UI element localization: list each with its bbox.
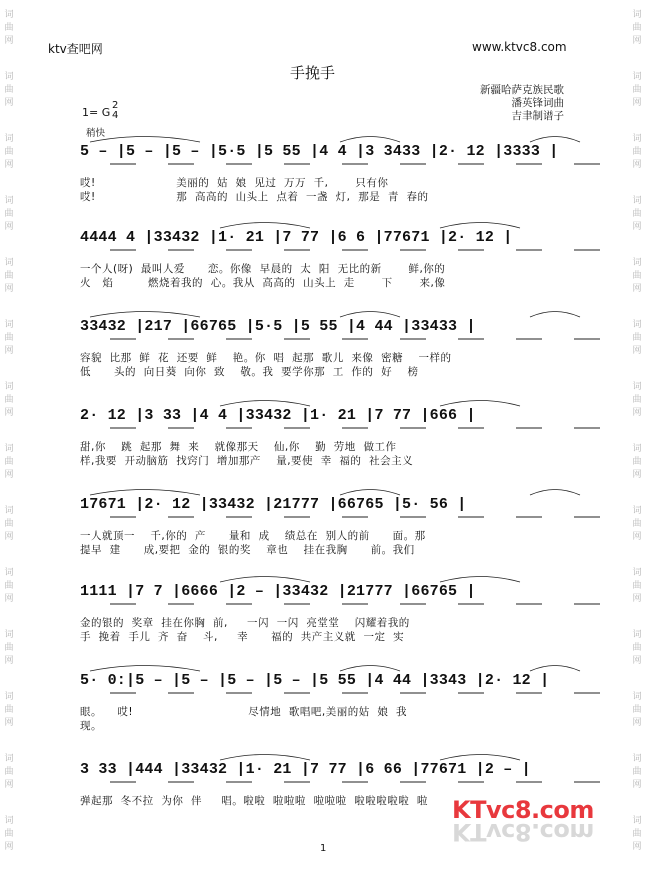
lyric-verse-1: 甜,你 跳 起那 舞 来 就像那天 仙,你 勤 劳地 做工作 [80, 441, 397, 453]
side-watermark-char: 词 [4, 320, 14, 330]
side-watermark-char: 网 [4, 532, 14, 542]
lyric-verse-2: 手 挽着 手儿 齐 奋 斗, 幸 福的 共产主义就 一定 实 [80, 631, 405, 643]
lyric-verse-2: 哎! 那 高高的 山头上 点着 一盏 灯, 那是 青 春的 [80, 191, 429, 203]
slur-marks [80, 658, 585, 672]
side-watermark-char: 网 [632, 842, 642, 852]
slur-arc [220, 577, 310, 583]
side-watermark-char: 词 [632, 506, 642, 516]
side-watermark-char: 网 [632, 284, 642, 294]
side-watermark-char: 曲 [632, 333, 642, 343]
side-watermark-char: 词 [632, 134, 642, 144]
notation-line: 33432 |217 |66765 |5·5 |5 55 |4 44 |33433 | [80, 318, 476, 335]
slur-arc [90, 312, 200, 318]
side-watermark-char: 曲 [632, 147, 642, 157]
lyric-verse-1: 一人就顶一 千,你的 产 量和 成 绩总在 别人的前 面。那 [80, 530, 426, 542]
slur-arc [340, 137, 400, 143]
side-watermark-char: 网 [4, 98, 14, 108]
credit-line-lyrics-music: 潘英锋词曲 [511, 97, 564, 109]
side-watermark-char: 网 [632, 346, 642, 356]
underline-marks [80, 162, 585, 168]
side-watermark-char: 曲 [632, 767, 642, 777]
credits [480, 84, 564, 123]
side-watermark-char: 网 [632, 532, 642, 542]
underline-marks [80, 780, 585, 786]
slur-arc [90, 490, 200, 496]
side-watermark-char: 曲 [632, 23, 642, 33]
score-system [80, 672, 585, 736]
side-watermark-char: 曲 [4, 23, 14, 33]
notation-line: 4444 4 |33432 |1· 21 |7 77 |6 6 |77671 |2· 12 | [80, 229, 513, 246]
slur-arc [530, 666, 580, 672]
side-watermark-char: 词 [4, 506, 14, 516]
score-system [80, 496, 585, 560]
slur-arc [220, 755, 310, 761]
underline-marks [80, 691, 585, 697]
slur-marks [80, 747, 585, 761]
side-watermark-char: 网 [4, 284, 14, 294]
lyric-verse-1: 容貌 比那 鲜 花 还要 鲜 艳。你 唱 起那 歌儿 来像 密糖 一样的 [80, 352, 452, 364]
slur-arc [440, 223, 520, 229]
side-watermark-char: 曲 [4, 395, 14, 405]
lyric-verse-1: 眼。 哎! 尽情地 歌唱吧,美丽的姑 娘 我 [80, 706, 408, 718]
side-watermark-char: 网 [4, 656, 14, 666]
side-watermark-char: 网 [632, 408, 642, 418]
side-watermark-char: 词 [4, 816, 14, 826]
slur-marks [80, 304, 585, 318]
slur-arc [440, 401, 520, 407]
underline-marks [80, 248, 585, 254]
side-watermark-char: 词 [632, 692, 642, 702]
side-watermark-char: 词 [4, 754, 14, 764]
song-title: 手挽手 [290, 64, 336, 82]
side-watermark-char: 曲 [632, 457, 642, 467]
slur-arc [440, 755, 520, 761]
side-watermark-char: 词 [4, 382, 14, 392]
notation-line: 3 33 |444 |33432 |1· 21 |7 77 |6 66 |77671 |2 – | [80, 761, 531, 778]
side-watermark-char: 词 [632, 258, 642, 268]
side-watermark-char: 网 [632, 718, 642, 728]
side-watermark-char: 网 [4, 222, 14, 232]
notation-line: 1111 |7 7 |6666 |2 – |33432 |21777 |66765 | [80, 583, 476, 600]
side-watermark-char: 网 [632, 98, 642, 108]
lyric-verse-1: 哎! 美丽的 姑 娘 见过 万万 千, 只有你 [80, 177, 389, 189]
slur-arc [530, 137, 580, 143]
page-number: 1 [320, 843, 327, 854]
side-watermark-char: 曲 [4, 147, 14, 157]
right-watermark-strip [630, 0, 644, 891]
side-watermark-char: 网 [632, 36, 642, 46]
side-watermark-char: 曲 [632, 85, 642, 95]
side-watermark-char: 词 [4, 692, 14, 702]
side-watermark-char: 网 [4, 842, 14, 852]
score-system [80, 583, 585, 647]
side-watermark-char: 曲 [4, 643, 14, 653]
slur-marks [80, 393, 585, 407]
side-watermark-char: 词 [632, 196, 642, 206]
side-watermark-char: 网 [632, 594, 642, 604]
credit-line-transcriber: 吉聿制谱子 [511, 110, 564, 122]
lyric-verse-2: 提早 建 成,要把 金的 银的奖 章也 挂在我胸 前。我们 [80, 544, 415, 556]
slur-marks [80, 129, 585, 143]
lyric-verse-2: 现。 [80, 720, 102, 732]
time-signature-bottom: 4 [112, 110, 119, 121]
side-watermark-char: 词 [4, 196, 14, 206]
side-watermark-char: 网 [632, 470, 642, 480]
side-watermark-char: 曲 [632, 705, 642, 715]
watermark-text: KTvc8.com [452, 796, 594, 824]
side-watermark-char: 网 [632, 656, 642, 666]
side-watermark-char: 网 [4, 780, 14, 790]
credit-line-origin: 新疆哈萨克族民歌 [480, 84, 564, 96]
slur-arc [530, 312, 580, 318]
side-watermark-char: 词 [4, 630, 14, 640]
side-watermark-char: 网 [4, 470, 14, 480]
side-watermark-char: 词 [4, 258, 14, 268]
lyric-verse-2: 低 头的 向日葵 向你 致 敬。我 要学你那 工 作的 好 榜 [80, 366, 419, 378]
side-watermark-char: 曲 [4, 333, 14, 343]
side-watermark-char: 曲 [632, 643, 642, 653]
notation-line: 17671 |2· 12 |33432 |21777 |66765 |5· 56 | [80, 496, 467, 513]
score-system [80, 407, 585, 471]
side-watermark-char: 网 [4, 36, 14, 46]
side-watermark-char: 网 [632, 160, 642, 170]
slur-arc [90, 137, 200, 143]
lyric-verse-1: 一个人(呀) 最叫人爱 恋。你像 早晨的 太 阳 无比的新 鲜,你的 [80, 263, 446, 275]
side-watermark-char: 曲 [632, 581, 642, 591]
slur-arc [220, 401, 310, 407]
lyric-verse-1: 金的银的 奖章 挂在你胸 前, 一闪 一闪 亮堂堂 闪耀着我的 [80, 617, 410, 629]
underline-marks [80, 426, 585, 432]
site-name-left: ktv查吧网 [48, 42, 103, 56]
side-watermark-char: 网 [4, 160, 14, 170]
side-watermark-char: 曲 [4, 829, 14, 839]
side-watermark-char: 词 [632, 816, 642, 826]
side-watermark-char: 网 [632, 780, 642, 790]
side-watermark-char: 曲 [632, 395, 642, 405]
slur-arc [340, 490, 400, 496]
slur-marks [80, 482, 585, 496]
underline-marks [80, 602, 585, 608]
notation-line: 5 – |5 – |5 – |5·5 |5 55 |4 4 |3 3433 |2· 12 |3333 | [80, 143, 559, 160]
side-watermark-char: 曲 [4, 581, 14, 591]
lyric-verse-2: 火 焰 燃烧着我的 心。我从 高高的 山头上 走 下 来,像 [80, 277, 446, 289]
side-watermark-char: 词 [632, 382, 642, 392]
side-watermark-char: 词 [4, 134, 14, 144]
lyric-verse-1: 弹起那 冬不拉 为你 伴 唱。啦啦 啦啦啦 啦啦啦 啦啦啦啦啦 啦 [80, 795, 428, 807]
side-watermark-char: 曲 [4, 519, 14, 529]
slur-arc [440, 577, 520, 583]
site-url-right: www.ktvc8.com [472, 40, 567, 54]
notation-line: 5· 0:|5 – |5 – |5 – |5 – |5 55 |4 44 |3343 |2· 12 | [80, 672, 550, 689]
key-signature: 1= G [82, 106, 111, 119]
side-watermark-char: 网 [632, 222, 642, 232]
side-watermark-char: 曲 [632, 209, 642, 219]
score-system [80, 229, 585, 293]
underline-marks [80, 515, 585, 521]
side-watermark-char: 词 [632, 72, 642, 82]
side-watermark-char: 曲 [632, 519, 642, 529]
watermark-logo [452, 796, 594, 846]
time-signature-top: 2 [112, 100, 119, 111]
side-watermark-char: 词 [632, 444, 642, 454]
slur-marks [80, 569, 585, 583]
slur-arc [220, 223, 310, 229]
side-watermark-char: 曲 [4, 457, 14, 467]
slur-arc [340, 312, 400, 318]
left-watermark-strip [2, 0, 16, 891]
slur-arc [530, 490, 580, 496]
lyric-verse-2: 样,我要 开动脑筋 找窍门 增加那产 量,要使 幸 福的 社会主义 [80, 455, 414, 467]
side-watermark-char: 曲 [4, 209, 14, 219]
watermark-reflection: KTvc8.com [452, 818, 594, 846]
side-watermark-char: 曲 [4, 767, 14, 777]
side-watermark-char: 曲 [632, 271, 642, 281]
side-watermark-char: 词 [4, 72, 14, 82]
time-signature [112, 101, 118, 121]
slur-marks [80, 215, 585, 229]
side-watermark-char: 网 [4, 594, 14, 604]
side-watermark-char: 词 [4, 444, 14, 454]
side-watermark-char: 词 [632, 320, 642, 330]
side-watermark-char: 网 [4, 718, 14, 728]
tempo-marking: 稍快 [86, 128, 106, 139]
side-watermark-char: 网 [4, 408, 14, 418]
side-watermark-char: 词 [4, 568, 14, 578]
score-system [80, 143, 585, 207]
side-watermark-char: 词 [632, 754, 642, 764]
side-watermark-char: 曲 [4, 271, 14, 281]
side-watermark-char: 词 [632, 568, 642, 578]
side-watermark-char: 曲 [632, 829, 642, 839]
score-system [80, 318, 585, 382]
side-watermark-char: 网 [4, 346, 14, 356]
underline-marks [80, 337, 585, 343]
side-watermark-char: 词 [632, 630, 642, 640]
side-watermark-char: 曲 [4, 705, 14, 715]
notation-line: 2· 12 |3 33 |4 4 |33432 |1· 21 |7 77 |666 | [80, 407, 476, 424]
side-watermark-char: 词 [4, 10, 14, 20]
side-watermark-char: 曲 [4, 85, 14, 95]
slur-arc [90, 666, 200, 672]
slur-arc [340, 666, 400, 672]
side-watermark-char: 词 [632, 10, 642, 20]
